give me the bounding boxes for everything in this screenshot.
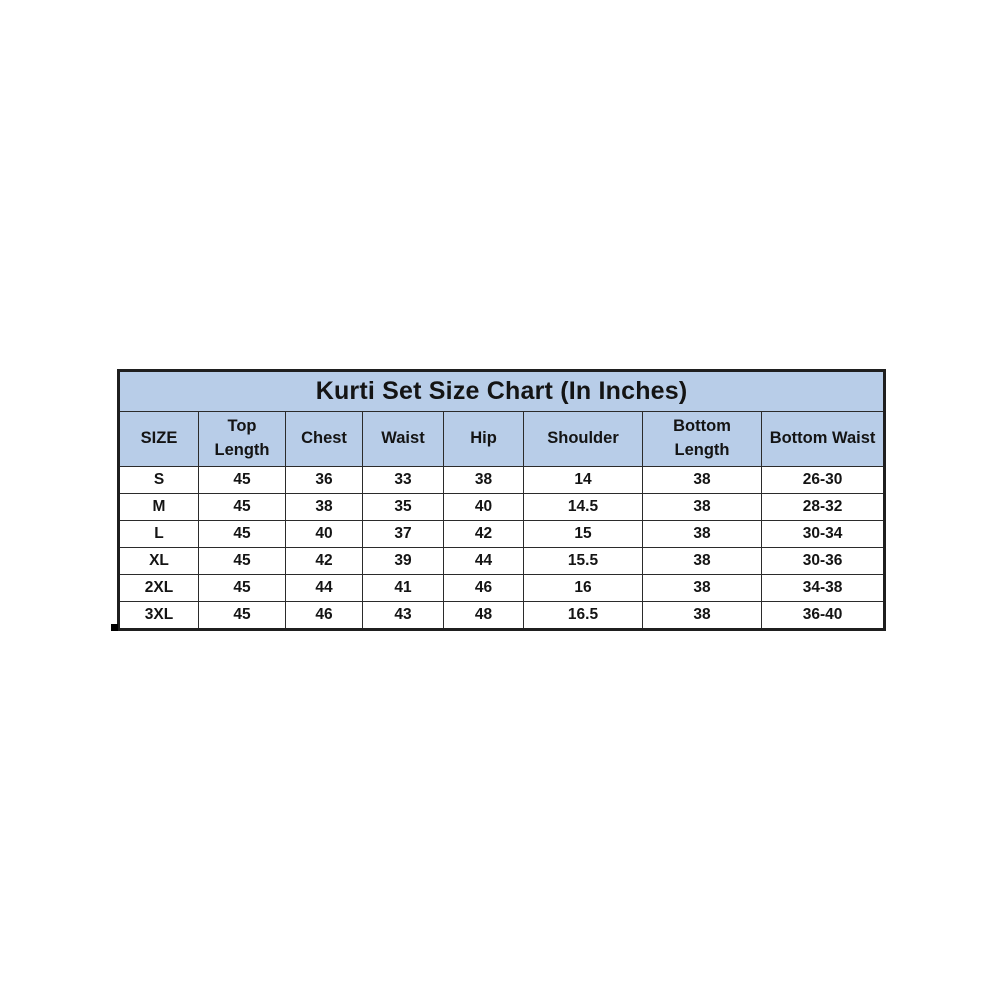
size-label: XL: [119, 548, 199, 575]
table-cell: 46: [444, 575, 524, 602]
table-cell: 38: [643, 521, 762, 548]
table-cell: 38: [643, 602, 762, 630]
table-cell: 40: [286, 521, 363, 548]
table-cell: 41: [363, 575, 444, 602]
table-cell: 30-34: [762, 521, 885, 548]
column-header-shoulder: Shoulder: [524, 412, 643, 467]
table-cell: 38: [643, 494, 762, 521]
table-cell: 16: [524, 575, 643, 602]
table-cell: 35: [363, 494, 444, 521]
table-cell: 45: [199, 467, 286, 494]
table-cell: 45: [199, 575, 286, 602]
table-row-xl: [119, 548, 885, 575]
table-cell: 38: [643, 548, 762, 575]
table-cell: 16.5: [524, 602, 643, 630]
table-cell: 15: [524, 521, 643, 548]
column-header-bottom-waist: Bottom Waist: [762, 412, 885, 467]
table-cell: 40: [444, 494, 524, 521]
table-cell: 45: [199, 602, 286, 630]
table-cell: 33: [363, 467, 444, 494]
column-header-chest: Chest: [286, 412, 363, 467]
table-cell: 45: [199, 494, 286, 521]
table-cell: 14.5: [524, 494, 643, 521]
size-label: L: [119, 521, 199, 548]
table-title: Kurti Set Size Chart (In Inches): [119, 371, 885, 412]
table-row-l: [119, 521, 885, 548]
table-cell: 15.5: [524, 548, 643, 575]
size-label: M: [119, 494, 199, 521]
table-title-row: [119, 371, 885, 412]
table-cell: 39: [363, 548, 444, 575]
column-header-hip: Hip: [444, 412, 524, 467]
table-cell: 45: [199, 548, 286, 575]
table-cell: 28-32: [762, 494, 885, 521]
table-cell: 38: [444, 467, 524, 494]
table-header-row: [119, 412, 885, 467]
column-header-waist: Waist: [363, 412, 444, 467]
column-header-size: SIZE: [119, 412, 199, 467]
table-cell: 26-30: [762, 467, 885, 494]
table-cell: 30-36: [762, 548, 885, 575]
corner-artifact-mark: [111, 624, 118, 631]
table-cell: 36-40: [762, 602, 885, 630]
table-cell: 42: [444, 521, 524, 548]
table-row-3xl: [119, 602, 885, 630]
table-cell: 44: [444, 548, 524, 575]
table-cell: 45: [199, 521, 286, 548]
table-cell: 14: [524, 467, 643, 494]
table-cell: 46: [286, 602, 363, 630]
table-cell: 36: [286, 467, 363, 494]
table-cell: 38: [643, 575, 762, 602]
table-cell: 48: [444, 602, 524, 630]
table-cell: 34-38: [762, 575, 885, 602]
table-cell: 38: [643, 467, 762, 494]
column-header-top-length: Top Length: [199, 412, 286, 467]
table-cell: 43: [363, 602, 444, 630]
table-cell: 38: [286, 494, 363, 521]
table-row-m: [119, 494, 885, 521]
table-cell: 42: [286, 548, 363, 575]
column-header-bottom-length: Bottom Length: [643, 412, 762, 467]
size-chart-table: [117, 369, 886, 631]
table-row-2xl: [119, 575, 885, 602]
table-row-s: [119, 467, 885, 494]
table-cell: 37: [363, 521, 444, 548]
size-label: 2XL: [119, 575, 199, 602]
size-chart: [117, 369, 883, 631]
size-label: 3XL: [119, 602, 199, 630]
table-cell: 44: [286, 575, 363, 602]
size-label: S: [119, 467, 199, 494]
